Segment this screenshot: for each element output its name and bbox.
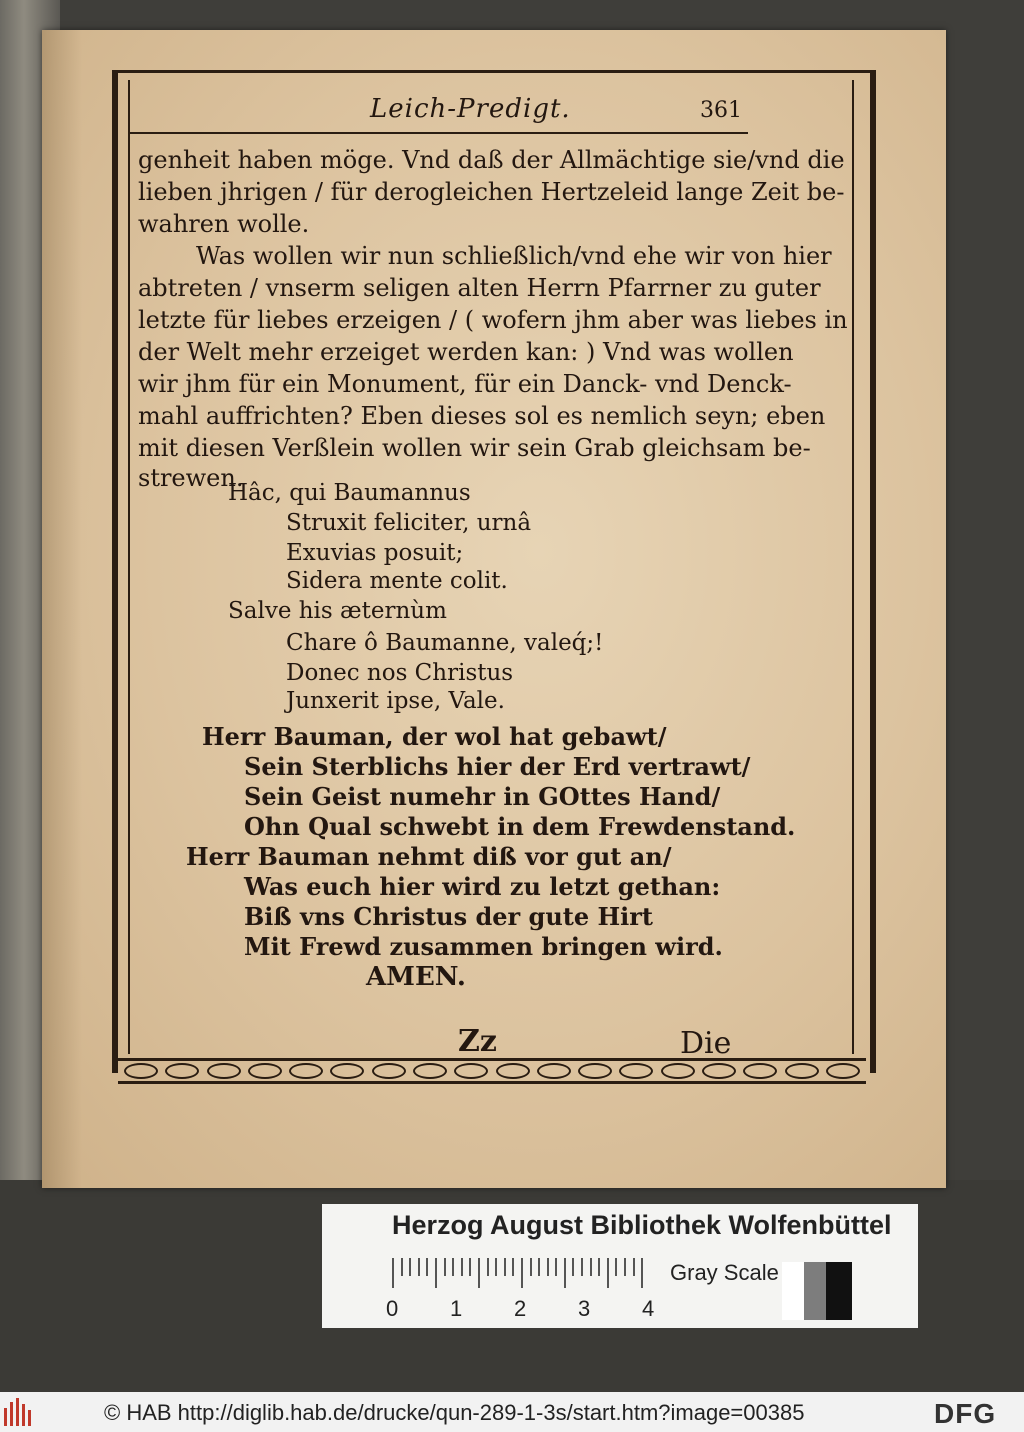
- latin-verse-line: Chare ô Baumanne, valeq́;!: [286, 630, 604, 656]
- ruler-tick: [615, 1258, 617, 1276]
- gray-swatch-white: [782, 1262, 804, 1320]
- body-line: strewen.: [138, 464, 244, 492]
- bar: [28, 1410, 31, 1426]
- german-verse-line: Ohn Qual schwebt in dem Frewdenstand.: [244, 812, 796, 841]
- german-verse-line: Sein Geist numehr in GOttes Hand/: [244, 782, 721, 811]
- ruler-tick: [418, 1258, 420, 1276]
- bar: [16, 1398, 19, 1426]
- ornament-cell: [165, 1063, 199, 1079]
- german-verse-line: Herr Bauman, der wol hat gebawt/: [202, 722, 667, 751]
- ruler-tick: [633, 1258, 635, 1276]
- body-line: letzte für liebes erzeigen / ( wofern jhm aber was liebes in: [138, 306, 848, 334]
- german-verse-line: Was euch hier wird zu letzt gethan:: [244, 872, 721, 901]
- bar: [4, 1408, 7, 1426]
- ornament-cell: [372, 1063, 406, 1079]
- ruler-tick: [495, 1258, 497, 1276]
- scale-number: 0: [386, 1296, 399, 1321]
- ruler-tick: [469, 1258, 471, 1276]
- ornamental-border: [118, 1058, 866, 1084]
- ornament-cell: [578, 1063, 612, 1079]
- gray-swatch-mid: [804, 1262, 826, 1320]
- latin-verse-line: Exuvias posuit;: [286, 540, 464, 566]
- ornament-cell: [207, 1063, 241, 1079]
- head-rule: [128, 132, 748, 134]
- ruler-tick: [538, 1258, 540, 1276]
- body-line: wir jhm für ein Monument, für ein Danck- vnd Denck-: [138, 370, 792, 398]
- ruler-tick: [401, 1258, 403, 1276]
- page-number: 361: [700, 98, 742, 123]
- ornament-cell: [289, 1063, 323, 1079]
- scale-number: 4: [642, 1296, 655, 1321]
- bar: [22, 1404, 25, 1426]
- ornament-cell: [785, 1063, 819, 1079]
- ornament-cell: [124, 1063, 158, 1079]
- german-verse-line: Sein Sterblichs hier der Erd vertrawt/: [244, 752, 751, 781]
- ruler-tick: [426, 1258, 428, 1276]
- running-head: Leich-Predigt.: [370, 94, 571, 124]
- ruler-tick: [444, 1258, 446, 1276]
- german-verse-line: Mit Frewd zusammen bringen wird.: [244, 932, 723, 961]
- body-line: Was wollen wir nun schließlich/vnd ehe wir von hier: [196, 242, 832, 270]
- german-verse-line: Biß vns Christus der gute Hirt: [244, 902, 653, 931]
- copyright-url[interactable]: © HAB http://diglib.hab.de/drucke/qun-289-1-3s/start.htm?image=00385: [104, 1400, 805, 1425]
- ruler-tick: [392, 1258, 394, 1288]
- library-name: Herzog August Bibliothek Wolfenbüttel: [392, 1210, 892, 1240]
- ruler-tick: [590, 1258, 592, 1276]
- dfg-logo: DFG: [934, 1398, 997, 1429]
- ornament-cell: [454, 1063, 488, 1079]
- ruler-tick: [530, 1258, 532, 1276]
- ruler-tick: [504, 1258, 506, 1276]
- ruler-tick: [521, 1258, 523, 1288]
- ornament-cell: [413, 1063, 447, 1079]
- gray-swatch-black: [826, 1262, 852, 1320]
- body-line: mit diesen Verßlein wollen wir sein Grab gleichsam be-: [138, 434, 811, 462]
- amen: AMEN.: [366, 962, 466, 992]
- scale-number: 3: [578, 1296, 591, 1321]
- scale-number: 1: [450, 1296, 463, 1321]
- gray-scale-label: Gray Scale: [670, 1260, 779, 1285]
- latin-verse-line: Junxerit ipse, Vale.: [286, 688, 505, 714]
- ruler-tick: [607, 1258, 609, 1288]
- scale-number: 2: [514, 1296, 527, 1321]
- latin-verse-line: Salve his æternùm: [228, 598, 447, 624]
- body-line: lieben jhrigen / für derogleichen Hertzeleid lange Zeit be-: [138, 178, 845, 206]
- latin-verse-line: Sidera mente colit.: [286, 568, 508, 594]
- barcode-icon: [4, 1398, 44, 1426]
- ruler-tick: [487, 1258, 489, 1276]
- body-line: mahl auffrichten? Eben dieses sol es nemlich seyn; eben: [138, 402, 826, 430]
- bar: [10, 1402, 13, 1426]
- latin-verse-line: Donec nos Christus: [286, 660, 514, 686]
- scale-ruler: [392, 1258, 660, 1288]
- ruler-tick: [478, 1258, 480, 1288]
- ornament-cell: [619, 1063, 653, 1079]
- ruler-tick: [512, 1258, 514, 1276]
- ornament-cell: [496, 1063, 530, 1079]
- german-verse-line: Herr Bauman nehmt diß vor gut an/: [186, 842, 672, 871]
- signature-mark: Zz: [458, 1024, 497, 1059]
- body-line: genheit haben möge. Vnd daß der Allmächtige sie/vnd die: [138, 146, 845, 174]
- ruler-tick: [547, 1258, 549, 1276]
- ruler-tick: [461, 1258, 463, 1276]
- ornament-cell: [826, 1063, 860, 1079]
- latin-verse-line: Struxit feliciter, urnâ: [286, 510, 532, 536]
- ornament-cell: [702, 1063, 736, 1079]
- ornament-cell: [537, 1063, 571, 1079]
- ruler-tick: [572, 1258, 574, 1276]
- body-line: wahren wolle.: [138, 210, 310, 238]
- ruler-tick: [598, 1258, 600, 1276]
- ruler-tick: [624, 1258, 626, 1276]
- ruler-tick: [435, 1258, 437, 1288]
- latin-verse-line: Hâc, qui Baumannus: [228, 480, 471, 506]
- ruler-tick: [564, 1258, 566, 1288]
- ruler-tick: [581, 1258, 583, 1276]
- ornament-cell: [248, 1063, 282, 1079]
- ornament-cell: [743, 1063, 777, 1079]
- catchword: Die: [680, 1026, 732, 1061]
- ornament-cell: [330, 1063, 364, 1079]
- ornament-cell: [661, 1063, 695, 1079]
- ruler-tick: [555, 1258, 557, 1276]
- ruler-tick: [452, 1258, 454, 1276]
- body-line: abtreten / vnserm seligen alten Herrn Pfarrner zu guter: [138, 274, 821, 302]
- body-line: der Welt mehr erzeiget werden kan: ) Vnd was wollen: [138, 338, 794, 366]
- ruler-tick: [409, 1258, 411, 1276]
- ruler-tick: [641, 1258, 643, 1288]
